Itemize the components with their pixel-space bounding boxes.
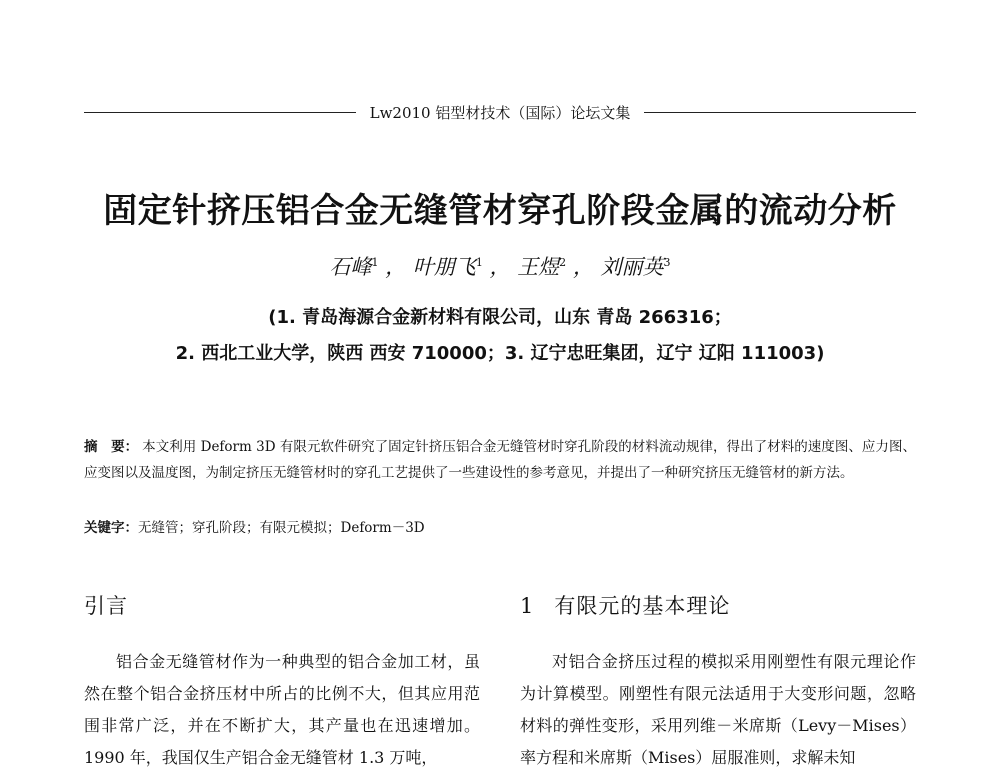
- author-list: 石峰$^1$ ， 叶朋飞$^1$ ， 王煜$^2$ ， 刘丽英$^3$: [329, 255, 671, 279]
- abstract-label: 摘 要：: [84, 439, 139, 455]
- intro-paragraph: 铝合金无缝管材作为一种典型的铝合金加工材，虽然在整个铝合金挤压材中所占的比例不大，但其应用范围非常广泛，并在不断扩大，其产量也在迅速增加。1990 年，我国仅生产铝合金无缝管材 1.3 万吨，: [84, 652, 480, 767]
- author-name: 刘丽英: [600, 255, 664, 279]
- author-affil-mark: 3: [663, 256, 671, 269]
- header-rule-left: [84, 112, 356, 113]
- affiliation-line-1: (1. 青岛海源合金新材料有限公司，山东 青岛 266316；: [268, 307, 732, 328]
- section-title: 引言: [84, 594, 128, 618]
- running-header: [84, 102, 916, 123]
- section-number: 1: [520, 594, 535, 618]
- paper-title: 固定针挤压铝合金无缝管材穿孔阶段金属的流动分析: [103, 191, 897, 231]
- affiliation-line-2: 2. 西北工业大学，陕西 西安 710000；3. 辽宁忠旺集团，辽宁 辽阳 111003): [175, 343, 825, 364]
- author-affil-mark: 1: [371, 256, 379, 269]
- author-name: 王煜: [517, 255, 560, 279]
- theory-paragraph: 对铝合金挤压过程的模拟采用刚塑性有限元理论作为计算模型。刚塑性有限元法适用于大变形问题，忽略材料的弹性变形，采用列维－米席斯（Levy－Mises）率方程和米席斯（Mises）屈服准则，求解未知: [520, 652, 916, 767]
- section-heading-intro: [84, 590, 480, 620]
- author-affil-mark: 1: [475, 256, 483, 269]
- section-heading-theory: [520, 590, 916, 620]
- abstract: [84, 434, 916, 486]
- keywords-label: 关键字：: [84, 520, 138, 536]
- right-column: [520, 590, 916, 774]
- keywords-text: 无缝管；穿孔阶段；有限元模拟；Deform－3D: [138, 520, 425, 536]
- abstract-text: 本文利用 Deform 3D 有限元软件研究了固定针挤压铝合金无缝管材时穿孔阶段的材料流动规律，得出了材料的速度图、应力图、应变图以及温度图，为制定挤压无缝管材时的穿孔工艺提供了一些建设性的参考意见，并提出了一种研究挤压无缝管材的新方法。: [84, 439, 917, 481]
- left-column: [84, 590, 480, 774]
- author-name: 石峰: [329, 255, 372, 279]
- author-affil-mark: 2: [559, 256, 567, 269]
- author-name: 叶朋飞: [412, 255, 476, 279]
- header-rule-right: [644, 112, 916, 113]
- header-text: Lw2010 铝型材技术（国际）论坛文集: [369, 104, 631, 122]
- keywords: [84, 516, 916, 536]
- section-title: 有限元的基本理论: [554, 594, 731, 618]
